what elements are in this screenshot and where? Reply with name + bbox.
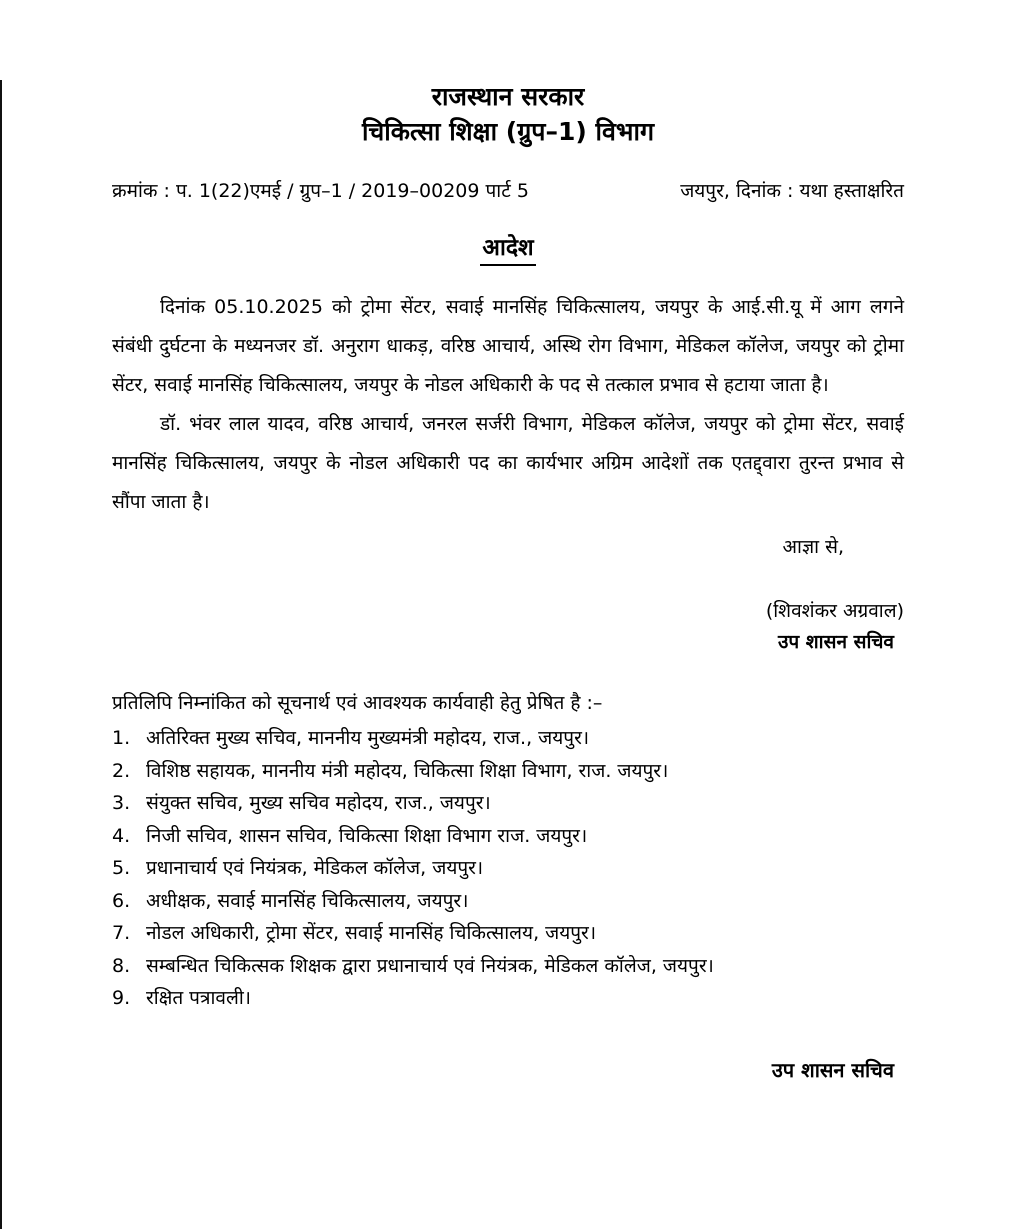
by-order-line: आज्ञा से, — [782, 536, 844, 558]
list-item-number: 7. — [112, 922, 131, 944]
list-item — [112, 917, 904, 950]
footer-designation: उप शासन सचिव — [771, 1057, 894, 1082]
list-item — [112, 820, 904, 853]
scan-edge-line — [0, 80, 2, 1229]
list-item-text: अतिरिक्त मुख्य सचिव, माननीय मुख्यमंत्री महोदय, राज., जयपुर। — [146, 727, 590, 749]
list-item — [112, 755, 904, 788]
list-item-text: संयुक्त सचिव, मुख्य सचिव महोदय, राज., जयपुर। — [146, 792, 491, 814]
order-paragraph-2: डॉ. भंवर लाल यादव, वरिष्ठ आचार्य, जनरल सर्जरी विभाग, मेडिकल कॉलेज, जयपुर को ट्रोमा सेंटर, सवाई मानसिंह चिकित्सालय, जयपुर के नोडल अधिकारी पद का कार्यभार अग्रिम आदेशों तक एतद्द्वारा तुरन्त प्रभाव से सौंपा जाता है। — [112, 413, 904, 513]
list-item-number: 5. — [112, 857, 131, 879]
list-item-number: 9. — [112, 987, 131, 1009]
list-item-number: 2. — [112, 759, 131, 782]
list-item-text: प्रधानाचार्य एवं नियंत्रक, मेडिकल कॉलेज, जयपुर। — [146, 857, 484, 879]
list-item-number: 4. — [112, 824, 131, 847]
signatory-designation: उप शासन सचिव — [777, 631, 894, 653]
list-item-text: विशिष्ठ सहायक, माननीय मंत्री महोदय, चिकित्सा शिक्षा विभाग, राज. जयपुर। — [146, 759, 669, 782]
signature-block — [112, 596, 904, 658]
list-item — [112, 787, 904, 820]
list-item-number: 3. — [112, 792, 131, 814]
place-and-date: जयपुर, दिनांक : यथा हस्ताक्षरित — [680, 180, 904, 202]
list-item — [112, 722, 904, 755]
copy-recipient-list — [112, 722, 904, 1015]
order-heading-row — [112, 230, 904, 266]
list-item-number: 1. — [112, 727, 131, 749]
list-item — [112, 852, 904, 885]
reference-line — [112, 178, 904, 204]
list-item-text: सम्बन्धित चिकित्सक शिक्षक द्वारा प्रधानाचार्य एवं नियंत्रक, मेडिकल कॉलेज, जयपुर। — [146, 954, 714, 977]
list-item-text: अधीक्षक, सवाई मानसिंह चिकित्सालय, जयपुर। — [146, 889, 469, 912]
list-item — [112, 885, 904, 918]
list-item-number: 6. — [112, 889, 131, 912]
list-item-text: रक्षित पत्रावली। — [146, 987, 251, 1009]
reference-number: क्रमांक : प. 1(22)एमई / ग्रुप–1 / 2019–00209 पार्ट 5 — [112, 180, 529, 202]
list-item-number: 8. — [112, 954, 131, 977]
copy-forwarding-line: प्रतिलिपि निम्नांकित को सूचनार्थ एवं आवश्यक कार्यवाही हेतु प्रेषित है :– — [112, 692, 603, 714]
document-page — [112, 80, 904, 1085]
list-item — [112, 950, 904, 983]
order-paragraph-1: दिनांक 05.10.2025 को ट्रोमा सेंटर, सवाई मानसिंह चिकित्सालय, जयपुर के आई.सी.यू में आग लगने संबंधी दुर्घटना के मध्यनजर डॉ. अनुराग धाकड़, वरिष्ठ आचार्य, अस्थि रोग विभाग, मेडिकल कॉलेज, जयपुर को ट्रोमा सेंटर, सवाई मानसिंह चिकित्सालय, जयपुर के नोडल अधिकारी के पद से तत्काल प्रभाव से हटाया जाता है। — [112, 296, 904, 396]
department-title: चिकित्सा शिक्षा (ग्रुप–1) विभाग — [361, 117, 655, 146]
order-heading: आदेश — [480, 230, 535, 266]
signatory-name: (शिवशंकर अग्रवाल) — [765, 600, 904, 622]
list-item — [112, 982, 904, 1015]
government-title: राजस्थान सरकार — [431, 82, 585, 111]
list-item-text: नोडल अधिकारी, ट्रोमा सेंटर, सवाई मानसिंह चिकित्सालय, जयपुर। — [146, 922, 597, 944]
list-item-text: निजी सचिव, शासन सचिव, चिकित्सा शिक्षा विभाग राज. जयपुर। — [146, 824, 588, 847]
